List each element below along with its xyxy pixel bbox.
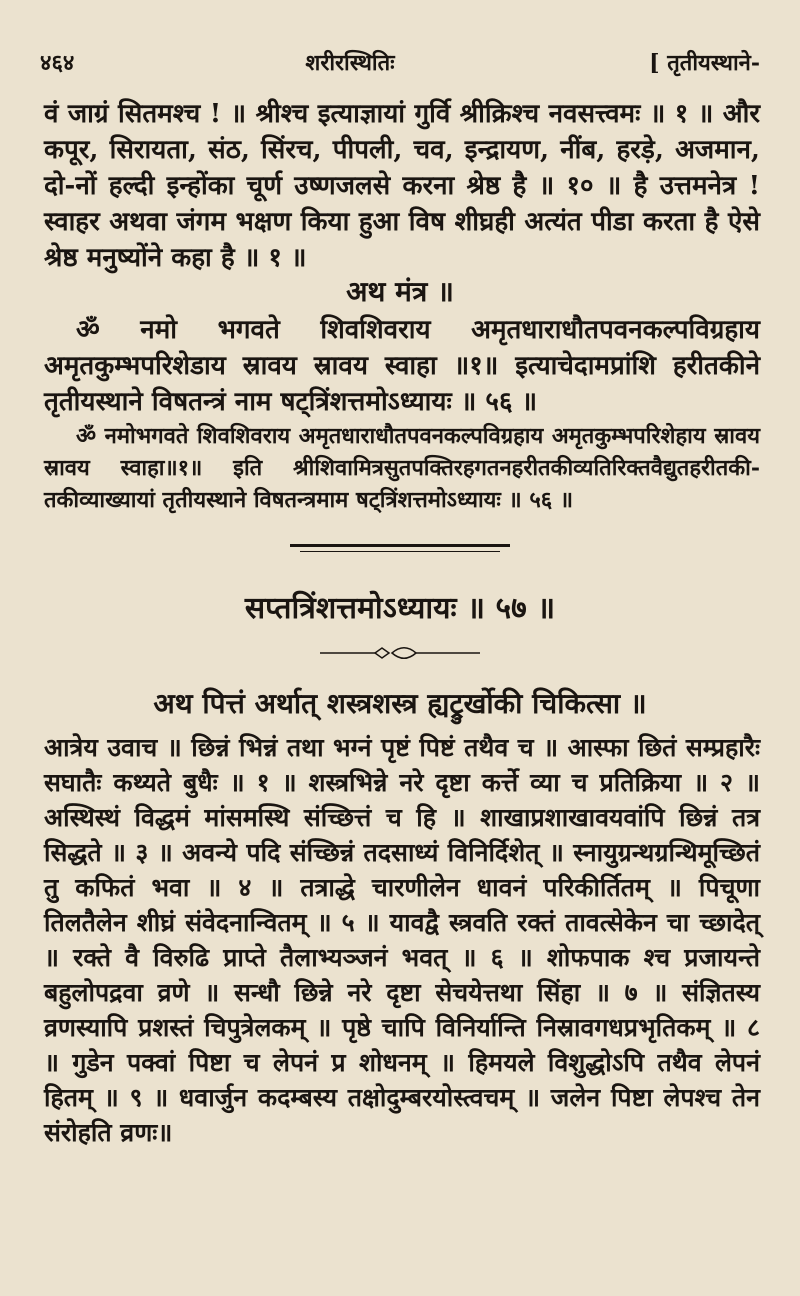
paragraph-3-block	[44, 420, 760, 516]
section-divider-thin	[300, 551, 500, 552]
page-number: ४६४	[40, 50, 75, 76]
chapter-subtitle: अथ पित्तं अर्थात् शस्त्रशस्त्र ह्यट्रुर्खोकी चिकित्सा ॥	[153, 687, 647, 720]
ornament-divider	[320, 646, 480, 660]
section-divider-thick	[290, 544, 510, 547]
section-heading-mantra: अथ मंत्र ॥	[346, 275, 454, 308]
chapter-title: सप्तत्रिंशत्तमोऽध्यायः ॥ ५७ ॥	[244, 591, 556, 626]
paragraph-4-block	[44, 730, 760, 1150]
running-title: शरीरस्थितिः	[305, 50, 395, 76]
paragraph-1: वं जाग्रं सितमश्च ! ॥ श्रीश्च इत्याज्ञायां गुर्वि श्रीक्रिश्च नवसत्त्वमः ॥ १ ॥ और कपूर, सिरायता, संठ, सिंरच, पीपली, चव, इन्द्रायण, नींब, हरड़े, अजमान, दो-नों हल्दी इन्होंका चूर्ण उष्णजलसे करना श्रेष्ठ है ॥ १० ॥ है उत्तमनेत्र ! स्वाहर अथवा जंगम भक्षण किया हुआ विष शीघ्रही अत्यंत पीडा करता है ऐसे श्रेष्ठ मनुष्योंने कहा है ॥ १ ॥	[44, 99, 760, 273]
paragraph-2-block	[44, 312, 760, 420]
section-marker: [ तृतीयस्थाने-	[649, 50, 760, 76]
page-header	[40, 40, 760, 84]
paragraph-1-block	[44, 96, 760, 276]
paragraph-3: ॐ नमोभगवते शिवशिवराय अमृतधाराधौतपवनकल्पविग्रहाय अमृतकुम्भपरिशेहाय स्रावय स्रावय स्वाहा॥१॥ इति श्रीशिवामित्रसुतपक्तिरहगतनहरीतकीव्यतिरिक्तवैद्युतहरीतकी-तकीव्याख्यायां तृतीयस्थाने विषतन्त्रमाम षट्त्रिंशत्तमोऽध्यायः ॥ ५६ ॥	[44, 423, 760, 513]
paragraph-4: आत्रेय उवाच ॥ छिन्नं भिन्नं तथा भग्नं पृष्टं पिष्टं तथैव च ॥ आस्फा छितं सम्प्रहारैः सघातैः कथ्यते बुधैः ॥ १ ॥ शस्त्रभिन्ने नरे दृष्टा कर्त्ते व्या च प्रतिक्रिया ॥ २ ॥ अस्थिस्थं विद्धमं मांसमस्थि संच्छित्तं च हि ॥ शाखाप्रशाखावयवांपि छिन्नं तत्र सिद्धते ॥ ३ ॥ अवन्ये पदि संच्छिन्नं तदसाध्यं विनिर्दिशेत् ॥ स्नायुग्रन्थग्रन्थिमूच्छितं तु कफितं भवा ॥ ४ ॥ तत्राद्धे चारणीलेन धावनं परिकीर्तितम् ॥ पिचूणा तिलतैलेन शीघ्रं संवेदनान्वितम् ॥ ५ ॥ यावद्वै स्त्रवति रक्तं तावत्सेकेन चा च्छादेत् ॥ रक्ते वै विरुढि प्राप्ते तैलाभ्यञ्जनं भवत् ॥ ६ ॥ शोफपाक श्च प्रजायन्ते बहुलोपद्रवा व्रणे ॥ सन्धौ छिन्ने नरे दृष्टा सेचयेत्तथा सिंहा ॥ ७ ॥ संज्ञितस्य व्रणस्यापि प्रशस्तं चिपुत्रेलकम् ॥ पृष्ठे चापि विनिर्यान्ति निस्रावगधप्रभृतिकम् ॥ ८ ॥ गुडेन पक्वां पिष्टा च लेपनं प्र शोधनम् ॥ हिमयले विशुद्धोऽपि तथैव लेपनं हितम् ॥ ९ ॥ धवार्जुन कदम्बस्य तक्षोदुम्बरयोस्त्वचम् ॥ जलेन पिष्टा लेपश्च तेन संरोहति व्रणः॥	[44, 733, 760, 1147]
paragraph-2: ॐ नमो भगवते शिवशिवराय अमृतधाराधौतपवनकल्पविग्रहाय अमृतकुम्भपरिशेडाय स्रावय स्रावय स्वाहा ॥१॥ इत्याचेदामप्रांशि हरीतकीने तृतीयस्थाने विषतन्त्रं नाम षट्त्रिंशत्तमोऽध्यायः ॥ ५६ ॥	[44, 315, 760, 417]
